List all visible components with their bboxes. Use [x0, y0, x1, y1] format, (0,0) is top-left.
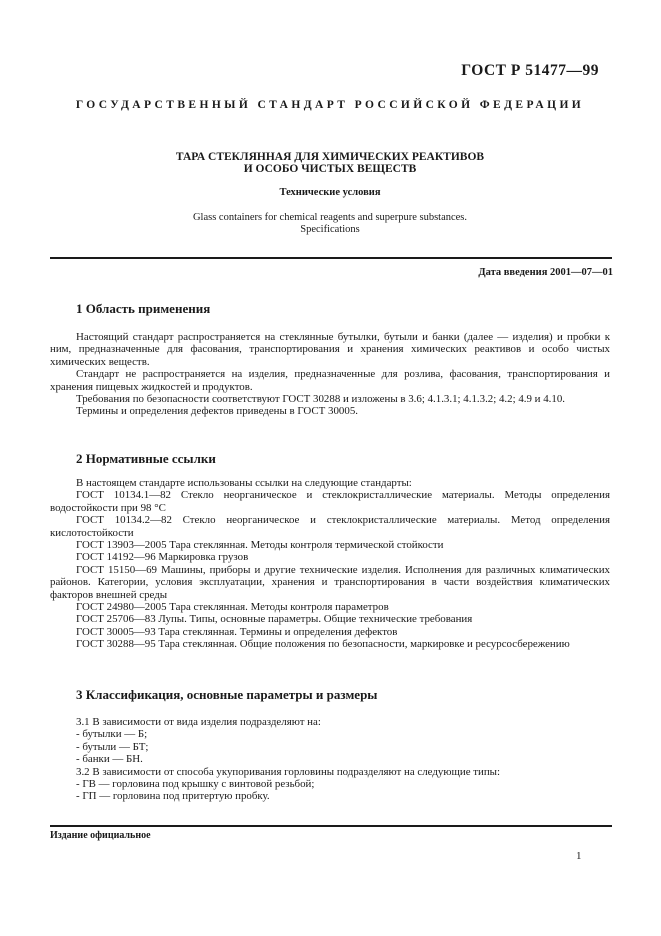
english-title-line-1: Glass containers for chemical reagents and superpure substances. — [192, 212, 468, 223]
edition-label: Издание официальное — [50, 830, 151, 841]
section-2-reference: ГОСТ 25706—83 Лупы. Типы, основные параметры. Общие технические требования — [76, 613, 473, 626]
section-2-reference: ГОСТ 10134.2—82 Стекло неорганическое и стеклокристаллические материалы. Метод определения кислотостойкости — [50, 514, 610, 539]
section-3-list-item: - банки — БН. — [76, 753, 143, 766]
section-2-paragraph: В настоящем стандарте использованы ссылки на следующие стандарты: — [76, 477, 412, 489]
section-2-heading: 2 Нормативные ссылки — [76, 451, 216, 466]
page-number: 1 — [576, 850, 582, 862]
section-1-paragraph: Настоящий стандарт распространяется на стеклянные бутылки, бутыли и банки (далее — изделия) и пробки к ним, предназначенные для фасования, транспортирования и хранения химических реактивов и особо чистых химических веществ. — [50, 331, 610, 368]
section-3-list-item: - бутылки — Б; — [76, 728, 148, 741]
title-line-2: И ОСОБО ЧИСТЫХ ВЕЩЕСТВ — [243, 163, 417, 175]
section-3-list-item: - ГВ — горловина под крышку с винтовой резьбой; — [76, 778, 315, 791]
section-2-reference: ГОСТ 15150—69 Машины, приборы и другие технические изделия. Исполнения для различных климатических районов. Категории, условия эксплуатации, хранения и транспортирования в части воздействия климатических факторов внешней среды — [50, 563, 610, 601]
section-1-body — [50, 331, 610, 418]
section-2-reference: ГОСТ 24980—2005 Тара стеклянная. Методы контроля параметров — [76, 601, 389, 614]
section-3-heading: 3 Классификация, основные параметры и размеры — [76, 687, 378, 702]
section-1-heading: 1 Область применения — [76, 301, 211, 316]
section-2-reference: ГОСТ 30288—95 Тара стеклянная. Общие положения по безопасности, маркировке и ресурсосбережению — [76, 638, 570, 651]
section-2-reference: ГОСТ 13903—2005 Тара стеклянная. Методы контроля термической стойкости — [76, 539, 444, 552]
section-2-reference: ГОСТ 14192—96 Маркировка грузов — [76, 551, 249, 564]
document-title — [60, 151, 600, 175]
section-1-paragraph: Термины и определения дефектов приведены в ГОСТ 30005. — [76, 405, 358, 418]
section-3-paragraph: 3.2 В зависимости от способа укупоривания горловины подразделяют на следующие типы: — [76, 765, 501, 778]
section-3-list-item: - бутыли — БТ; — [76, 740, 149, 753]
section-3-list-item: - ГП — горловина под притертую пробку. — [76, 790, 270, 803]
section-2-reference: ГОСТ 10134.1—82 Стекло неорганическое и стеклокристаллические материалы. Методы определения водостойкости при 98 °С — [50, 489, 610, 514]
section-2-body — [50, 477, 610, 651]
section-2-reference: ГОСТ 30005—93 Тара стеклянная. Термины и определения дефектов — [76, 625, 398, 638]
section-3-paragraph: 3.1 В зависимости от вида изделия подразделяют на: — [76, 716, 321, 728]
footer-divider — [50, 825, 612, 827]
gost-number: ГОСТ Р 51477—99 — [461, 62, 599, 79]
english-title — [60, 212, 600, 236]
section-1-paragraph: Требования по безопасности соответствуют ГОСТ 30288 и изложены в 3.6; 4.1.3.1; 4.1.3.2; 4.2; 4.9 и 4.10. — [76, 393, 566, 406]
english-title-line-2: Specifications — [300, 224, 360, 235]
state-standard-banner: ГОСУДАРСТВЕННЫЙ СТАНДАРТ РОССИЙСКОЙ ФЕДЕРАЦИИ — [75, 99, 585, 111]
title-divider — [50, 257, 612, 259]
section-3-body — [50, 716, 610, 803]
section-1-paragraph: Стандарт не распространяется на изделия, предназначенные для розлива, фасования, транспортирования и хранения пищевых жидкостей и продуктов. — [50, 368, 610, 393]
title-line-1: ТАРА СТЕКЛЯННАЯ ДЛЯ ХИМИЧЕСКИХ РЕАКТИВОВ — [175, 151, 485, 163]
introduction-date: Дата введения 2001—07—01 — [478, 267, 613, 278]
document-subtitle: Технические условия — [279, 187, 381, 198]
